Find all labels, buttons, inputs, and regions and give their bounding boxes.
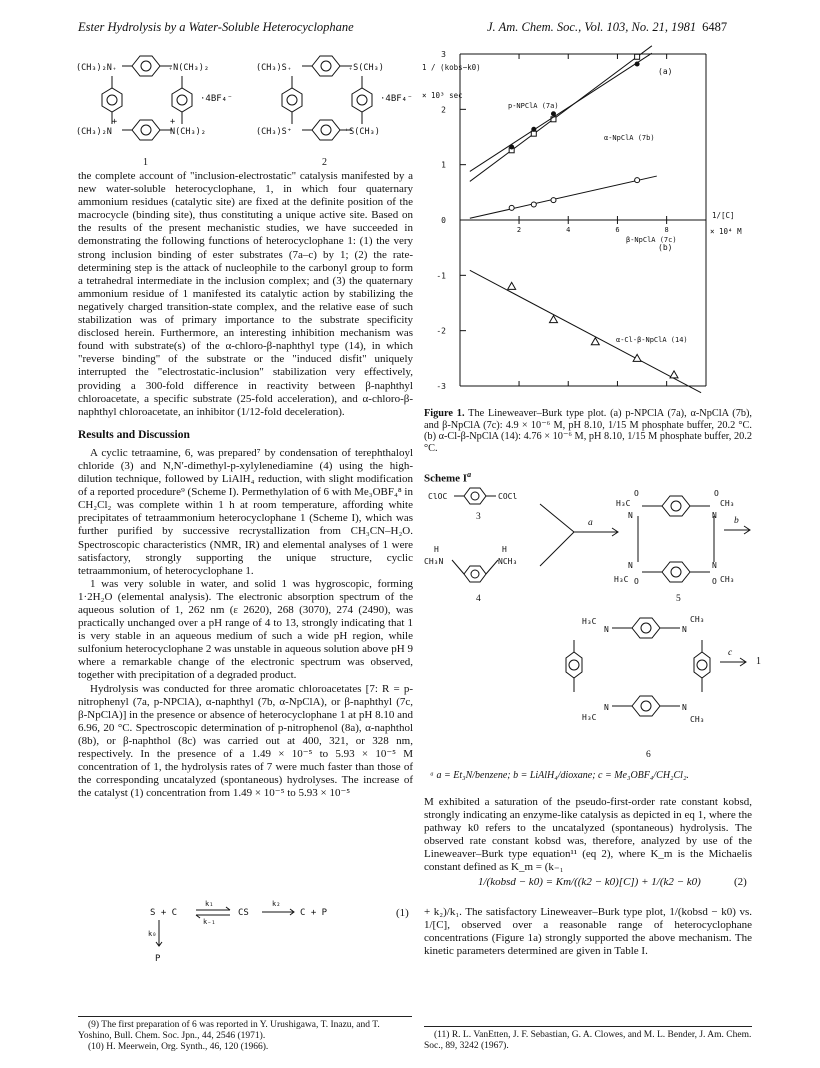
body-paragraph-synthesis: A cyclic tetraamine, 6, was prepared⁷ by condensation of terephthaloyl chloride (3) and N,N′-dimethyl-p-xylylenediamine (4) using the high-dilution technique, followed by LiAlH₄ reduction, with slight modification of a reported procedure⁹ (Scheme I). Permethylation of 6 with Me₃OBF₄⁸ in CH₂Cl₂ was complete within 1 h at room temperature, affording white precipitates of tetraammonium heterocyclophane 1 (Scheme I), which was further purified by successive recrystallization from CH₃CN–H₂O. Spectroscopic characteristics (NMR, IR) and elemental analyses of 1 were satisfactory, strongly supporting the unique structure, cyclic tetraammonium, of heterocyclophane 1. bbox=[78, 446, 413, 577]
scheme-title-text: Scheme I bbox=[424, 472, 468, 485]
y-tick-label: 1 bbox=[441, 160, 446, 170]
data-point-filled bbox=[509, 144, 514, 149]
eq1-products: C + P bbox=[300, 908, 328, 918]
svg-text:O: O bbox=[634, 489, 639, 498]
right-column bbox=[424, 796, 752, 875]
eq1-k0: k₀ bbox=[148, 930, 157, 938]
svg-text:N: N bbox=[628, 511, 633, 520]
svg-text:CH₃: CH₃ bbox=[690, 715, 705, 724]
svg-text:H₃C: H₃C bbox=[616, 499, 631, 508]
data-point-open bbox=[509, 205, 514, 210]
data-point-open bbox=[551, 198, 556, 203]
data-point-square bbox=[635, 54, 640, 59]
svg-text:H: H bbox=[502, 545, 507, 554]
x-tick-label: 2 bbox=[516, 226, 522, 234]
scheme-product-1: 1 bbox=[756, 656, 761, 667]
right-column-continued bbox=[424, 906, 752, 958]
series-line bbox=[470, 176, 657, 218]
series-line bbox=[470, 53, 652, 171]
svg-text:N: N bbox=[604, 625, 609, 634]
svg-text:N: N bbox=[682, 703, 687, 712]
y-tick-label: 3 bbox=[441, 50, 446, 59]
svg-text:O: O bbox=[634, 577, 639, 586]
footnote-11: (11) R. L. VanEtten, J. F. Sebastian, G. A. Clowes, and M. L. Bender, J. Am. Chem. Soc., 89, 3242 (1967). bbox=[424, 1030, 752, 1051]
svg-text:N: N bbox=[712, 511, 717, 520]
scheme-compound-5-label: 5 bbox=[676, 594, 681, 604]
data-point-square bbox=[531, 131, 536, 136]
data-point-filled bbox=[531, 127, 536, 132]
scheme-compound-3-label: 3 bbox=[476, 512, 481, 522]
equation-1 bbox=[150, 900, 412, 970]
y-tick-label: -3 bbox=[436, 382, 446, 391]
svg-text:N: N bbox=[628, 561, 633, 570]
svg-text:(CH₃)S⁺: (CH₃)S⁺ bbox=[256, 127, 292, 137]
svg-text:H: H bbox=[434, 545, 439, 554]
footnotes-right bbox=[424, 1030, 752, 1052]
figure-1-caption-text: The Lineweaver–Burk type plot. (a) p-NPClA (7a), α-NpClA (7b), and β-NpClA (7c): 4.9 × 10⁻⁶ M, pH 8.10, 1/15 M phosphate buffer, 20.2 °C. (b) α-Cl-β-NpClA (14): 4.76 × 10⁻⁶ M, pH 8.10, 1/15 M phosphate buffer, 20.2 °C. bbox=[424, 408, 753, 454]
series-label: p-NPClA (7a) bbox=[508, 102, 559, 110]
y-axis-label: 1 / (kobs−k0) bbox=[422, 63, 481, 72]
svg-text:(CH₃)₂N₊: (CH₃)₂N₊ bbox=[76, 63, 117, 73]
x-tick-label: 6 bbox=[615, 226, 620, 234]
journal-name: J. Am. Chem. Soc., Vol. 103, No. 21, 1981 bbox=[487, 20, 697, 34]
compound-label-1: 1 bbox=[143, 157, 148, 168]
svg-text:(CH₃)S₊: (CH₃)S₊ bbox=[256, 63, 292, 73]
intro-paragraph: the complete account of "inclusion-electrostatic" catalysis manifested by a new water-soluble heterocyclophane, 1, in which four quaternary ammonium residues (catalytic site) are fixed at the definite position of the macrocycle (binding site), thus constituting a unique active site. Based on the results of the present mechanistic studies, we have succeeded in demonstrating the following functions of heterocyclophane 1: (1) the very strong inclusion binding of ester substrates (7a–c) by 1; (2) the rate-determining step is the attack of nucleophile to the carbonyl group to form a tetrahedral intermediate in the inclusion complex; and (3) the quaternary ammonium residue of 1 manifested its catalytic action by stabilizing the negatively charged transition-state complex, and the relative ease of such stabilization was of primary importance to the substrate specificity disclosed herein. Furthermore, an interesting inhibition mechanism was found with substrate(s) of the α-chloro-β-naphthyl type (14), in which "reverse binding" of the substrate or the "induced disfit" uniquely interrupted the "electrostatic-inclusion" stabilization very effectively, providing a 300-fold difference in reactivity between β-naphthyl chloroacetate, a specific substrate (25-fold acceleration), and α-chloro-β-naphthyl chloroacetate, an inhibitor (1/12-fold deceleration). bbox=[78, 170, 413, 418]
svg-text:N: N bbox=[712, 561, 717, 570]
y-tick-label: -2 bbox=[436, 326, 446, 336]
series-line bbox=[470, 46, 652, 182]
data-point-open bbox=[531, 202, 536, 207]
svg-text:COCl: COCl bbox=[498, 492, 518, 501]
y-tick-label: 0 bbox=[441, 216, 446, 225]
data-point-triangle bbox=[591, 338, 599, 345]
equation-1-number: (1) bbox=[396, 907, 409, 919]
svg-text:⁺S(CH₃): ⁺S(CH₃) bbox=[344, 127, 380, 137]
y-axis-unit: × 10³ sec bbox=[422, 91, 463, 100]
svg-text:H₃C: H₃C bbox=[582, 713, 597, 722]
x-tick-label: 4 bbox=[566, 226, 571, 234]
scheme-footnote: ᵃ a = Et₃N/benzene; b = LiAlH₄/dioxane; c = Me₃OBF₄/CH₂Cl₂. bbox=[430, 770, 689, 781]
scheme-compound-6-label: 6 bbox=[646, 750, 651, 760]
eq1-reactants: S + C bbox=[150, 908, 178, 918]
figure-1-caption bbox=[424, 408, 752, 454]
scheme-title-sup: a bbox=[467, 470, 472, 479]
footnotes-left bbox=[78, 1020, 412, 1053]
svg-text:CH₃N: CH₃N bbox=[424, 557, 444, 566]
footnote-rule-right bbox=[424, 1026, 752, 1027]
data-point-triangle bbox=[549, 316, 557, 323]
footnote-9: (9) The first preparation of 6 was reported in Y. Urushigawa, T. Inazu, and T. Yoshino, Bull. Chem. Soc. Jpn., 44, 2546 (1971). bbox=[78, 1020, 380, 1041]
data-point-triangle bbox=[508, 282, 516, 289]
counterion-2: ·4BF₄⁻ bbox=[380, 94, 413, 104]
svg-text:+: + bbox=[112, 117, 118, 127]
x-axis-label: 1/[C] bbox=[712, 211, 735, 220]
svg-text:₊N(CH₃)₂: ₊N(CH₃)₂ bbox=[168, 63, 209, 73]
svg-text:CH₃: CH₃ bbox=[690, 615, 705, 624]
y-tick-label: 2 bbox=[441, 105, 446, 115]
y-tick-label: -1 bbox=[436, 271, 446, 281]
journal-citation bbox=[487, 20, 727, 35]
eq1-complex: CS bbox=[238, 908, 249, 918]
svg-text:O: O bbox=[712, 577, 717, 586]
eq1-product-p: P bbox=[155, 954, 161, 964]
right-paragraph-2: + k₂)/k₁. The satisfactory Lineweaver–Burk type plot, 1/(kobsd − k0) vs. 1/[C], observed over a reasonable range of heterocyclophane concentrations (Figure 1a) strongly supported the above mechanism. The kinetic parameters determined are given in Table I. bbox=[424, 906, 752, 958]
running-title: Ester Hydrolysis by a Water-Soluble Heterocyclophane bbox=[78, 20, 354, 34]
svg-text:₊S(CH₃): ₊S(CH₃) bbox=[348, 63, 384, 73]
figure-1-chart bbox=[420, 44, 750, 404]
svg-text:H₃C: H₃C bbox=[614, 575, 629, 584]
series-label: β-NpClA (7c) bbox=[626, 236, 677, 244]
scheme-arrow-b-label: b bbox=[734, 516, 739, 526]
data-point-filled bbox=[551, 111, 556, 116]
body-paragraph-hydrolysis: Hydrolysis was conducted for three aromatic chloroacetates [7: R = p-nitrophenyl (7a, p-NPClA), α-naphthyl (7b, α-NpClA), or β-naphthyl (7c, β-NpClA)] in the presence or absence of heterocyclophane 1 at pH 8.10 and 6.96, 20 °C. Spectroscopic determination of p-nitrophenol (8a), α-naphthol (8b), or β-naphthol (8c) was carried out at 400, 321, or 328 nm, respectively. In the presence of a 1.49 × 10⁻⁵ to 5.93 × 10⁻⁵ M concentration of 1, the hydrolysis rates of 7 were much faster than those of the corresponding uncatalyzed (spontaneous) hydrolyses. The increase of the catalyst (1) concentration from 1.49 × 10⁻⁵ to 5.93 × 10⁻⁵ bbox=[78, 682, 413, 800]
svg-text:CH₃: CH₃ bbox=[720, 575, 735, 584]
svg-text:+: + bbox=[170, 117, 176, 127]
data-point-triangle bbox=[670, 371, 678, 378]
footnote-rule-left bbox=[78, 1016, 412, 1017]
data-point-open bbox=[635, 178, 640, 183]
eq1-k2: k₂ bbox=[272, 900, 281, 908]
x-axis-unit: × 10⁴ M bbox=[710, 227, 742, 236]
series-label: α-Cl-β-NpClA (14) bbox=[616, 336, 688, 344]
panel-a-label: (a) bbox=[658, 67, 673, 76]
eq1-k1: k₁ bbox=[205, 900, 214, 908]
left-column bbox=[78, 170, 413, 800]
svg-text:N(CH₃)₂: N(CH₃)₂ bbox=[170, 127, 206, 137]
scheme-compound-4-label: 4 bbox=[476, 594, 481, 604]
page-number: 6487 bbox=[702, 20, 728, 34]
body-paragraph-stability: 1 was very soluble in water, and solid 1 was hygroscopic, forming 1·2H₂O (elemental analysis). The electronic absorption spectrum of the aqueous solution of 1, 262 nm (ε 2620), 268 (3070), 274 (2490), was practically unchanged over a pH range of 4 to 13, strongly indicating that 1 is very stable in an aqueous medium of such a wide pH region, while sulfonium heterocyclophane 2 was unstable in aqueous solution above pH 9 where a remarkable change of the electronic spectrum was observed, together with precipitation of a degraded product. bbox=[78, 577, 413, 682]
panel-b-label: (b) bbox=[658, 243, 673, 252]
right-paragraph-1: M exhibited a saturation of the pseudo-first-order rate constant kobsd, strongly indicating an enzyme-like catalysis as depicted in eq 1, where the pathway k0 refers to the uncatalyzed (spontaneous) hydrolysis. The observed rate constant kobsd was, therefore, analyzed by use of the Lineweaver–Burk type equation¹¹ (eq 2), where K_m is the Michaelis constant defined as K_m = (k₋₁ bbox=[424, 796, 752, 874]
footnote-10: (10) H. Meerwein, Org. Synth., 46, 120 (1966). bbox=[88, 1042, 269, 1052]
svg-text:ClOC: ClOC bbox=[428, 492, 448, 501]
svg-text:N: N bbox=[604, 703, 609, 712]
svg-text:(CH₃)₂N: (CH₃)₂N bbox=[76, 127, 112, 137]
svg-text:O: O bbox=[714, 489, 719, 498]
scheme-arrow-c-label: c bbox=[728, 648, 733, 658]
x-tick-label: 8 bbox=[664, 226, 669, 234]
structures-1-2 bbox=[72, 44, 412, 174]
section-heading: Results and Discussion bbox=[78, 428, 190, 441]
equation-2-number: (2) bbox=[734, 876, 747, 888]
series-line bbox=[470, 270, 701, 392]
svg-text:H₃C: H₃C bbox=[582, 617, 597, 626]
scheme-arrow-a-label: a bbox=[588, 518, 593, 528]
svg-text:CH₃: CH₃ bbox=[720, 499, 735, 508]
eq1-k-1: k₋₁ bbox=[203, 918, 216, 926]
series-label: α-NpClA (7b) bbox=[604, 134, 655, 142]
compound-label-2: 2 bbox=[322, 157, 327, 168]
equation-2: 1/(kobsd − k0) = Km/((k2 − k0)[C]) + 1/(k2 − k0) bbox=[478, 876, 701, 888]
svg-text:N: N bbox=[682, 625, 687, 634]
data-point-filled bbox=[635, 61, 640, 66]
svg-text:NCH₃: NCH₃ bbox=[498, 557, 518, 566]
counterion-1: ·4BF₄⁻ bbox=[200, 94, 233, 104]
figure-1-caption-label: Figure 1. bbox=[424, 408, 465, 419]
